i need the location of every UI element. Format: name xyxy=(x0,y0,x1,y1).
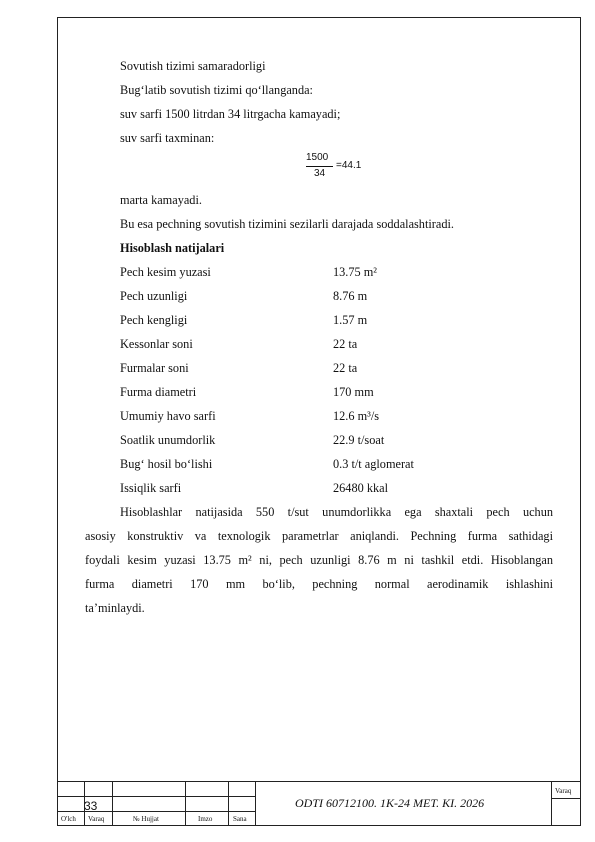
result-label: Pech uzunligi xyxy=(120,289,188,303)
result-label: Umumiy havo sarfi xyxy=(120,409,216,423)
fraction-bar xyxy=(306,166,333,167)
result-value: 8.76 m xyxy=(333,289,368,303)
paragraph-marta: marta kamayadi. xyxy=(120,193,202,207)
col-sana: Sana xyxy=(233,815,247,823)
result-value: 22 ta xyxy=(333,361,358,375)
conclusion-line: Hisoblashlar natijasida 550 t/sut unumdorlikka ega shaxtali pech uchun xyxy=(120,505,553,519)
conclusion-line: furma diametri 170 mm bo‘lib, pechning normal aerodinamik ishlashini xyxy=(85,577,553,591)
paragraph-taxminan: suv sarfi taxminan: xyxy=(120,131,215,145)
col-varaq: Varaq xyxy=(88,815,105,823)
result-label: Bug‘ hosil bo‘lishi xyxy=(120,457,213,471)
formula-result: =44.1 xyxy=(336,160,362,171)
title-block xyxy=(57,781,581,826)
paragraph-sovutish-title: Sovutish tizimi samaradorligi xyxy=(120,59,266,73)
result-label: Pech kengligi xyxy=(120,313,188,327)
paragraph-bu-esa: Bu esa pechning sovutish tizimini sezilarli darajada soddalashtiradi. xyxy=(120,217,454,231)
result-label: Kessonlar soni xyxy=(120,337,193,351)
result-value: 13.75 m² xyxy=(333,265,377,279)
col-hujjat: № Hujjat xyxy=(133,815,159,823)
result-value: 1.57 m xyxy=(333,313,368,327)
result-label: Furmalar soni xyxy=(120,361,189,375)
page-number: 33 xyxy=(84,799,98,813)
result-value: 22 ta xyxy=(333,337,358,351)
result-value: 12.6 m³/s xyxy=(333,409,380,423)
document-code: ODTI 60712100. 1K-24 MET. KI. 2026 xyxy=(295,796,485,810)
result-value: 0.3 t/t aglomerat xyxy=(333,457,414,471)
result-value: 170 mm xyxy=(333,385,374,399)
result-label: Furma diametri xyxy=(120,385,197,399)
sheet-label: Varaq xyxy=(555,787,572,795)
result-value: 26480 kkal xyxy=(333,481,388,495)
result-label: Pech kesim yuzasi xyxy=(120,265,211,279)
formula-denominator: 34 xyxy=(314,168,326,179)
result-label: Issiqlik sarfi xyxy=(120,481,182,495)
results-heading: Hisoblash natijalari xyxy=(120,241,225,255)
conclusion-line: ta’minlaydi. xyxy=(85,601,145,615)
result-value: 22.9 t/soat xyxy=(333,433,385,447)
col-imzo: Imzo xyxy=(198,815,213,823)
col-olch: O'lch xyxy=(61,815,76,823)
formula-numerator: 1500 xyxy=(306,152,329,163)
result-label: Soatlik unumdorlik xyxy=(120,433,216,447)
paragraph-suv-sarfi: suv sarfi 1500 litrdan 34 litrgacha kamayadi; xyxy=(120,107,341,121)
conclusion-line: asosiy konstruktiv va texnologik parametrlar aniqlandi. Pechning furma sathidagi xyxy=(85,529,553,543)
paragraph-buglatib: Bug‘latib sovutish tizimi qo‘llanganda: xyxy=(120,83,313,97)
conclusion-line: foydali kesim yuzasi 13.75 m² ni, pech uzunligi 8.76 m ni tashkil etdi. Hisoblangan xyxy=(85,553,553,567)
